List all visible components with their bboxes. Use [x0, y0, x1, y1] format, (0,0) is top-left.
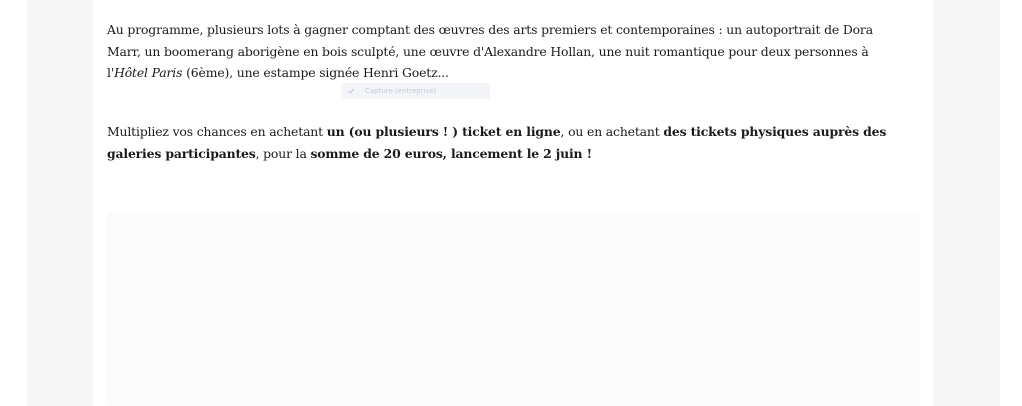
paragraph-text: Au programme, plusieurs lots à gagner comptant des œuvres des arts premiers et contemporaines : un autoportrait de Dora Marr, un boomerang aborigène en bois sculpté, une œuvre d'Alexandre Hollan, une nuit romantique pour deux personnes à l' [107, 22, 873, 80]
capture-chip-label: Capture (entreprise) [365, 87, 437, 95]
gallery-ticket-emphasis: des tickets physiques auprès des galeries participantes [107, 124, 887, 161]
capture-overlay-chip[interactable] [341, 83, 490, 99]
paragraph-text: Multipliez vos chances en achetant [107, 124, 327, 139]
article-paragraph-prizes [107, 19, 907, 84]
capture-icon [346, 87, 355, 96]
article-paragraph-tickets [107, 121, 907, 164]
hotel-name-italic: Hôtel Paris [114, 65, 183, 80]
paragraph-text: (6ème), une estampe signée Henri Goetz... [182, 65, 449, 80]
paragraph-text: , ou en achetant [560, 124, 664, 139]
online-ticket-emphasis: un (ou plusieurs ! ) ticket en ligne [326, 124, 561, 139]
paragraph-text: , pour la [255, 145, 311, 161]
embedded-media-placeholder [107, 213, 920, 406]
price-launch-emphasis: somme de 20 euros, lancement le 2 juin ! [310, 145, 592, 161]
